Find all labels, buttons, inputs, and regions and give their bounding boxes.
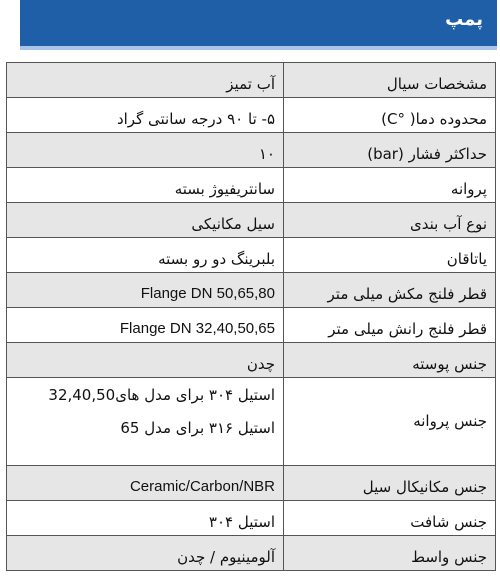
row-label: نوع آب بندی (284, 203, 496, 238)
table-row (7, 238, 496, 273)
row-label: جنس واسط (284, 536, 496, 571)
row-label: حداکثر فشار (bar) (284, 133, 496, 168)
row-label: قطر فلنج رانش میلی متر (284, 308, 496, 343)
row-value: چدن (7, 343, 284, 378)
row-value: بلبرینگ دو رو بسته (7, 238, 284, 273)
row-value-line: استیل ۳۰۴ برای مدل های32,40,50 (48, 386, 275, 404)
table-row (7, 378, 496, 466)
row-label: جنس مکانیکال سیل (284, 466, 496, 501)
row-label: یاتاقان (284, 238, 496, 273)
table-row (7, 536, 496, 571)
row-label: جنس پوسته (284, 343, 496, 378)
row-value: آب تمیز (7, 63, 284, 98)
row-label: محدوده دما( °C) (284, 98, 496, 133)
section-title-bar (20, 0, 497, 50)
row-label: پروانه (284, 168, 496, 203)
row-value: Flange DN 32,40,50,65 (7, 308, 284, 343)
row-value: ۵- تا ۹۰ درجه سانتی گراد (7, 98, 284, 133)
row-value: Flange DN 50,65,80 (7, 273, 284, 308)
table-row (7, 466, 496, 501)
section-title: پمپ (445, 9, 483, 30)
row-value: استیل ۳۰۴ (7, 501, 284, 536)
row-value-line: استیل ۳۱۶ برای مدل 65 (120, 418, 275, 437)
row-value (7, 378, 284, 466)
table-row (7, 133, 496, 168)
row-value: Ceramic/Carbon/NBR (7, 466, 284, 501)
row-label: مشخصات سیال (284, 63, 496, 98)
table-row (7, 98, 496, 133)
table-row (7, 203, 496, 238)
table-row (7, 63, 496, 98)
specification-table (6, 62, 496, 571)
row-label: جنس شافت (284, 501, 496, 536)
table-row (7, 343, 496, 378)
row-value: ۱۰ (7, 133, 284, 168)
row-label: جنس پروانه (284, 378, 496, 466)
table-row (7, 168, 496, 203)
row-value: سیل مکانیکی (7, 203, 284, 238)
row-value: سانتریفیوژ بسته (7, 168, 284, 203)
row-value: آلومینیوم / چدن (7, 536, 284, 571)
table-row (7, 273, 496, 308)
row-label: قطر فلنج مکش میلی متر (284, 273, 496, 308)
table-row (7, 501, 496, 536)
table-row (7, 308, 496, 343)
